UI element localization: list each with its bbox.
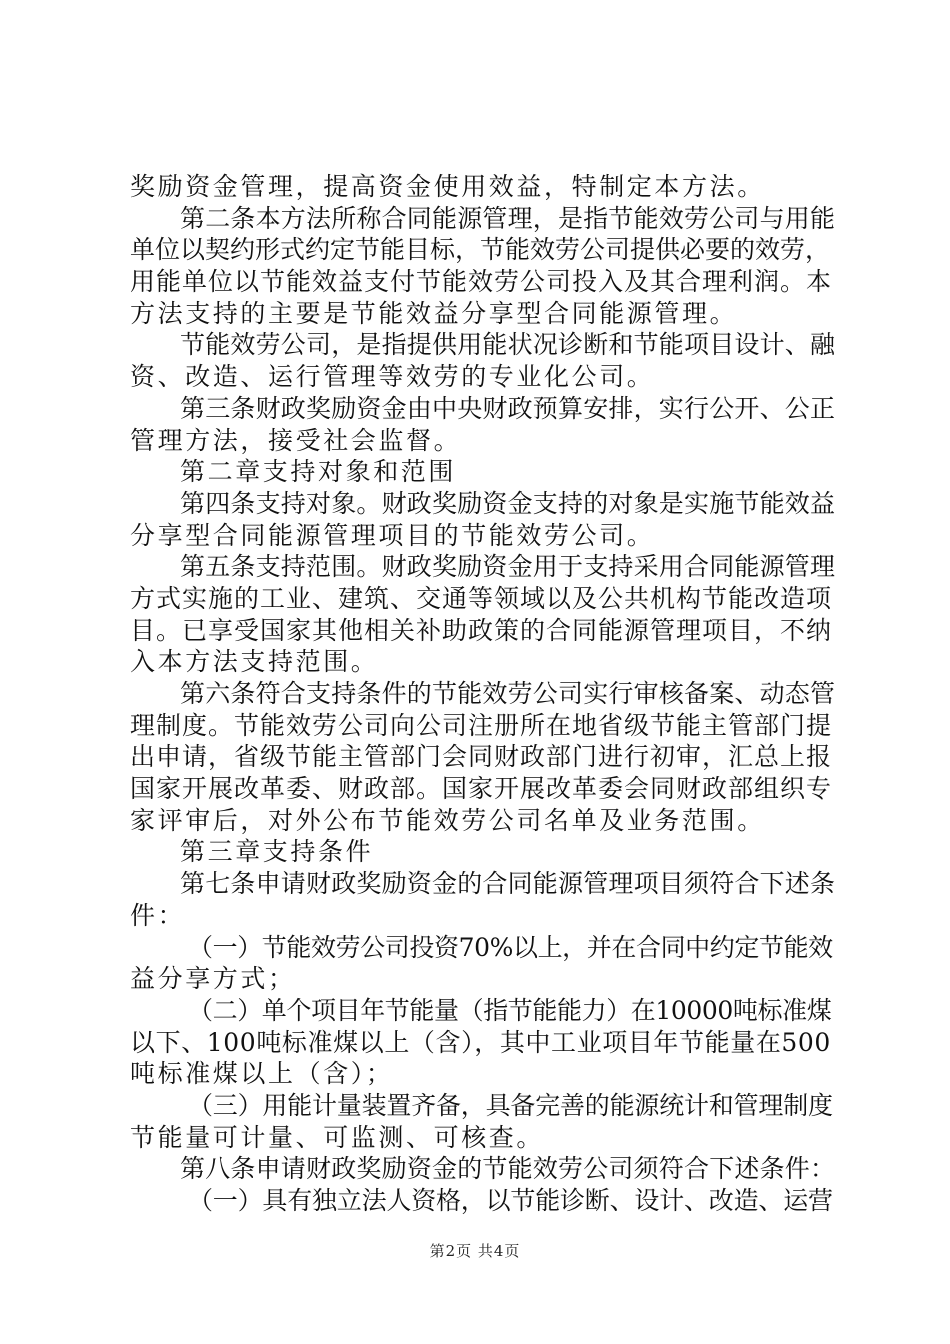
page-footer: 第2页 共4页 xyxy=(429,1242,521,1260)
text-line: 节能量可计量、可监测、可核查。 xyxy=(130,1122,545,1152)
text-line: 益分享方式； xyxy=(130,964,296,994)
text-line: 奖励资金管理，提高资金使用效益，特制定本方法。 xyxy=(130,172,765,201)
text-line: （三）用能计量装置齐备，具备完善的能源统计和管理制度 xyxy=(188,1090,833,1120)
text-line: 第三章支持条件 xyxy=(180,837,374,867)
text-line: 方式实施的工业、建筑、交通等领域以及公共机构节能改造项 xyxy=(130,583,833,613)
text-line: （二）单个项目年节能量（指节能能力）在10000吨标准煤 xyxy=(188,995,832,1025)
text-line: 以下、100吨标准煤以上（含），其中工业项目年节能量在500 xyxy=(130,1027,831,1057)
text-line: （一）具有独立法人资格，以节能诊断、设计、改造、运营 xyxy=(188,1186,833,1215)
text-line: （一）节能效劳公司投资70%以上，并在合同中约定节能效 xyxy=(188,932,833,962)
text-line: 目。已享受国家其他相关补助政策的合同能源管理项目，不纳 xyxy=(130,615,833,645)
text-line: 出申请，省级节能主管部门会同财政部门进行初审，汇总上报 xyxy=(130,742,833,772)
text-line: 第二条本方法所称合同能源管理，是指节能效劳公司与用能 xyxy=(180,203,836,233)
text-line: 方法支持的主要是节能效益分享型合同能源管理。 xyxy=(130,298,738,328)
text-line: 用能单位以节能效益支付节能效劳公司投入及其合理利润。本 xyxy=(130,267,833,297)
text-line: 节能效劳公司，是指提供用能状况诊断和节能项目设计、融 xyxy=(180,330,836,360)
text-line: 管理方法，接受社会监督。 xyxy=(130,425,462,455)
text-line: 第二章支持对象和范围 xyxy=(180,457,457,487)
text-line: 入本方法支持范围。 xyxy=(130,647,379,677)
text-line: 单位以契约形式约定节能目标，节能效劳公司提供必要的效劳， xyxy=(130,235,831,265)
document-body xyxy=(130,171,836,1217)
text-line: 第七条申请财政奖励资金的合同能源管理项目须符合下述条 xyxy=(180,869,836,899)
text-line: 第三条财政奖励资金由中央财政预算安排，实行公开、公正 xyxy=(180,393,836,423)
text-line: 吨标准煤以上（含）； xyxy=(130,1059,394,1089)
text-line: 件： xyxy=(130,900,186,930)
text-line: 第五条支持范围。财政奖励资金用于支持采用合同能源管理 xyxy=(180,552,836,582)
text-line: 第四条支持对象。财政奖励资金支持的对象是实施节能效益 xyxy=(180,488,836,518)
text-line: 第六条符合支持条件的节能效劳公司实行审核备案、动态管 xyxy=(180,679,836,708)
text-line: 第八条申请财政奖励资金的节能效劳公司须符合下述条件： xyxy=(180,1154,836,1184)
text-line: 分享型合同能源管理项目的节能效劳公司。 xyxy=(130,520,655,550)
text-line: 国家开展改革委、财政部。国家开展改革委会同财政部组织专 xyxy=(130,774,833,804)
text-line: 理制度。节能效劳公司向公司注册所在地省级节能主管部门提 xyxy=(130,710,833,740)
text-line: 家评审后，对外公布节能效劳公司名单及业务范围。 xyxy=(130,805,765,835)
text-line: 资、改造、运行管理等效劳的专业化公司。 xyxy=(130,362,655,392)
